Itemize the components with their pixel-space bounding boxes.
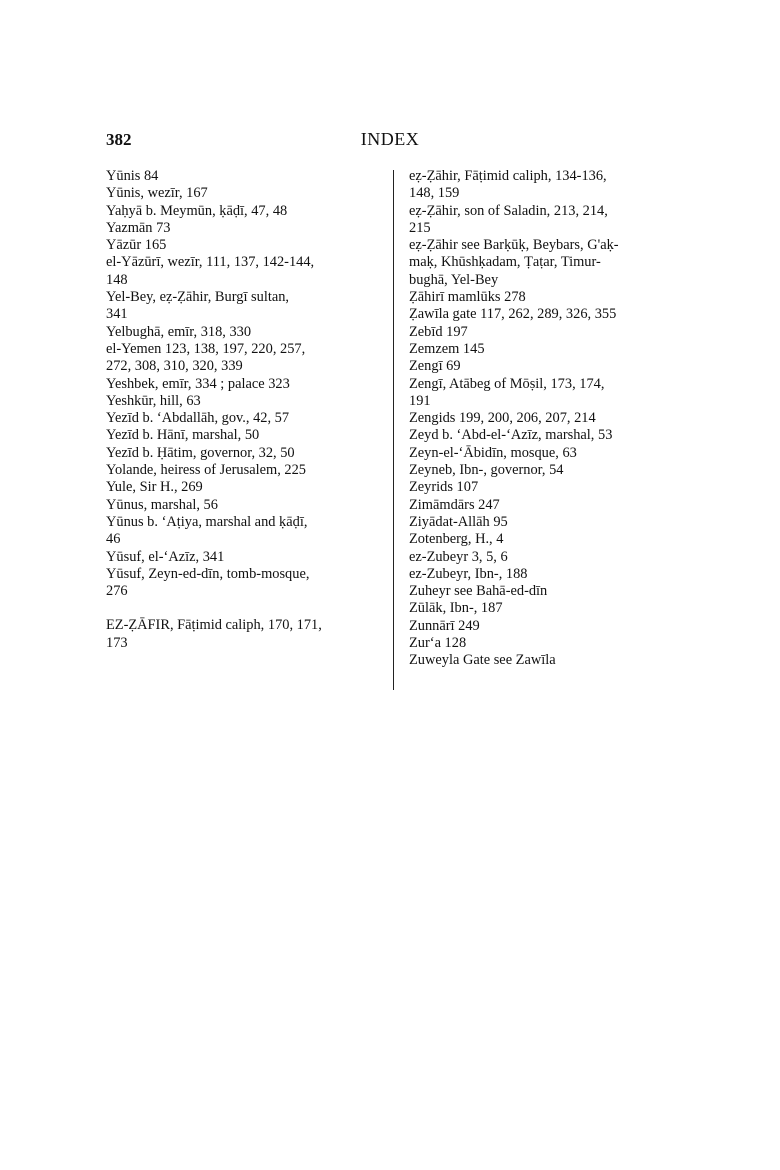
- index-entry: [409, 324, 691, 341]
- index-column-left: [106, 168, 378, 652]
- index-entry: [106, 462, 378, 479]
- index-entry-text: Yule, Sir H., 269: [106, 479, 203, 496]
- index-entry-text: Yaḥyā b. Meymūn, ḳāḍī, 47, 48: [106, 202, 288, 219]
- index-entry: [106, 168, 378, 185]
- index-entry: [106, 324, 378, 341]
- index-entry-continuation: 148: [106, 271, 128, 288]
- index-entry-continuation: 46: [106, 531, 121, 548]
- index-entry-text: Zemzem 145: [409, 340, 485, 357]
- index-entry-text: Yolande, heiress of Jerusalem, 225: [106, 462, 306, 479]
- index-entry-text: Zeyn-el-ʻĀbidīn, mosque, 63: [409, 444, 577, 461]
- index-entry: [409, 427, 691, 444]
- index-entry: [106, 410, 378, 427]
- index-entry-text: Zebīd 197: [409, 323, 468, 340]
- index-entry: [106, 514, 378, 549]
- index-entry-text: el-Yemen 123, 138, 197, 220, 257,: [106, 340, 306, 357]
- index-entry-text: eẓ-Ẓāhir, son of Saladin, 213, 214,: [409, 202, 608, 219]
- index-entry: [409, 652, 691, 669]
- index-entry-text: Zuheyr see Bahā-ed-dīn: [409, 583, 548, 600]
- index-entry-text: Yūsuf, Zeyn-ed-dīn, tomb-mosque,: [106, 565, 310, 582]
- index-entry: [409, 462, 691, 479]
- index-entry: [106, 479, 378, 496]
- index-entry: [106, 185, 378, 202]
- index-entry: [409, 168, 691, 203]
- index-entry-text: Zimāmdārs 247: [409, 496, 500, 513]
- index-entry: [409, 306, 691, 323]
- index-entry-text: Yezīd b. Ḥātim, governor, 32, 50: [106, 444, 295, 461]
- index-entry-text: Yūnus, marshal, 56: [106, 496, 218, 513]
- index-entry: [106, 289, 378, 324]
- index-entry-continuation: 191: [409, 392, 431, 409]
- index-entry-text: eẓ-Ẓāhir see Barḳūḳ, Beybars, G'aḳ-: [409, 237, 619, 254]
- index-entry-text: Yelbughā, emīr, 318, 330: [106, 323, 252, 340]
- index-entry: [409, 583, 691, 600]
- index-entry-text: Yūsuf, el-ʻAzīz, 341: [106, 548, 225, 565]
- index-entry: [409, 289, 691, 306]
- index-entry-text: Yeshbek, emīr, 334 ; palace 323: [106, 375, 290, 392]
- index-entry-text: eẓ-Ẓāhir, Fāṭimid caliph, 134-136,: [409, 168, 607, 184]
- index-entry-continuation: 173: [106, 634, 128, 651]
- index-entry: [409, 479, 691, 496]
- index-column-right: [409, 168, 691, 670]
- index-entry: [106, 203, 378, 220]
- index-entry: [409, 341, 691, 358]
- index-entry-text: Ziyādat-Allāh 95: [409, 513, 508, 530]
- index-entry: [409, 237, 691, 289]
- index-entry-text: Zotenberg, H., 4: [409, 531, 504, 548]
- index-entry-text: Yāzūr 165: [106, 237, 167, 254]
- index-entry-text: Yezīd b. Hānī, marshal, 50: [106, 427, 260, 444]
- index-entry: [409, 618, 691, 635]
- running-head: INDEX: [360, 129, 420, 149]
- index-entry-text: Yel-Bey, eẓ-Ẓāhir, Burgī sultan,: [106, 289, 290, 306]
- index-entry-text: Zengī, Atābeg of Mōṣil, 173, 174,: [409, 375, 605, 392]
- index-entry: [106, 617, 378, 652]
- index-entry-text: Yezīd b. ʻAbdallāh, gov., 42, 57: [106, 410, 290, 427]
- index-entry-text: Yeshkūr, hill, 63: [106, 392, 201, 409]
- index-entry: [106, 376, 378, 393]
- index-entry: [409, 376, 691, 411]
- index-entry-continuation: 272, 308, 310, 320, 339: [106, 358, 243, 375]
- index-entry-text: Yūnis, wezīr, 167: [106, 185, 208, 202]
- page-number: 382: [106, 130, 132, 149]
- index-entry: [409, 566, 691, 583]
- index-entry-text: Zunnārī 249: [409, 617, 480, 634]
- index-entry-text: Zengids 199, 200, 206, 207, 214: [409, 410, 596, 427]
- index-entry: [409, 445, 691, 462]
- index-entry-text: Zuweyla Gate see Zawīla: [409, 652, 556, 669]
- index-entry-text: Zūlāk, Ibn-, 187: [409, 600, 503, 617]
- index-entry-continuation: 215: [409, 219, 431, 236]
- index-entry: [106, 237, 378, 254]
- index-entry-text: Yūnus b. ʻAṭiya, marshal and ḳāḍī,: [106, 513, 308, 530]
- index-entry-text: Zengī 69: [409, 358, 461, 375]
- index-entry-text: el-Yāzūrī, wezīr, 111, 137, 142-144,: [106, 254, 315, 271]
- index-entry-text: ez-Zubeyr 3, 5, 6: [409, 548, 508, 565]
- index-entry: [106, 254, 378, 289]
- index-entry: [106, 393, 378, 410]
- index-entry: [409, 203, 691, 238]
- index-entry-text: EZ-ẒĀFIR, Fāṭimid caliph, 170, 171,: [106, 617, 322, 634]
- index-entry: [409, 497, 691, 514]
- index-entry: [106, 445, 378, 462]
- index-entry: [409, 514, 691, 531]
- index-entry: [106, 497, 378, 514]
- index-entry: [106, 566, 378, 601]
- index-entry-text: Zeyrids 107: [409, 479, 479, 496]
- index-entry-continuation: bughā, Yel-Bey: [409, 271, 499, 288]
- column-rule: [393, 170, 394, 690]
- index-entry-text: Yazmān 73: [106, 219, 171, 236]
- index-entry: [106, 341, 378, 376]
- index-entry-text: Zeyneb, Ibn-, governor, 54: [409, 462, 564, 479]
- index-entry-text: Ẓāhirī mamlūks 278: [409, 289, 526, 306]
- index-entry-continuation: 341: [106, 306, 128, 323]
- index-entry: [409, 531, 691, 548]
- index-entry-text: Zeyd b. ʻAbd-el-ʻAzīz, marshal, 53: [409, 427, 613, 444]
- index-entry: [409, 549, 691, 566]
- index-entry: [409, 600, 691, 617]
- index-entry-text: Zurʻa 128: [409, 635, 467, 652]
- index-entry-text: Yūnis 84: [106, 168, 159, 184]
- index-entry: [106, 427, 378, 444]
- index-entry-continuation: maḳ, Khūshḳadam, Ṭaṭar, Timur-: [409, 254, 601, 271]
- index-entry: [409, 635, 691, 652]
- index-entry: [106, 220, 378, 237]
- index-entry: [409, 358, 691, 375]
- index-entry-continuation: 276: [106, 583, 128, 600]
- index-entry-continuation: 148, 159: [409, 185, 460, 202]
- index-entry-text: Ẓawīla gate 117, 262, 289, 326, 355: [409, 306, 617, 323]
- index-entry: [409, 410, 691, 427]
- index-entry-text: ez-Zubeyr, Ibn-, 188: [409, 565, 528, 582]
- index-entry: [106, 549, 378, 566]
